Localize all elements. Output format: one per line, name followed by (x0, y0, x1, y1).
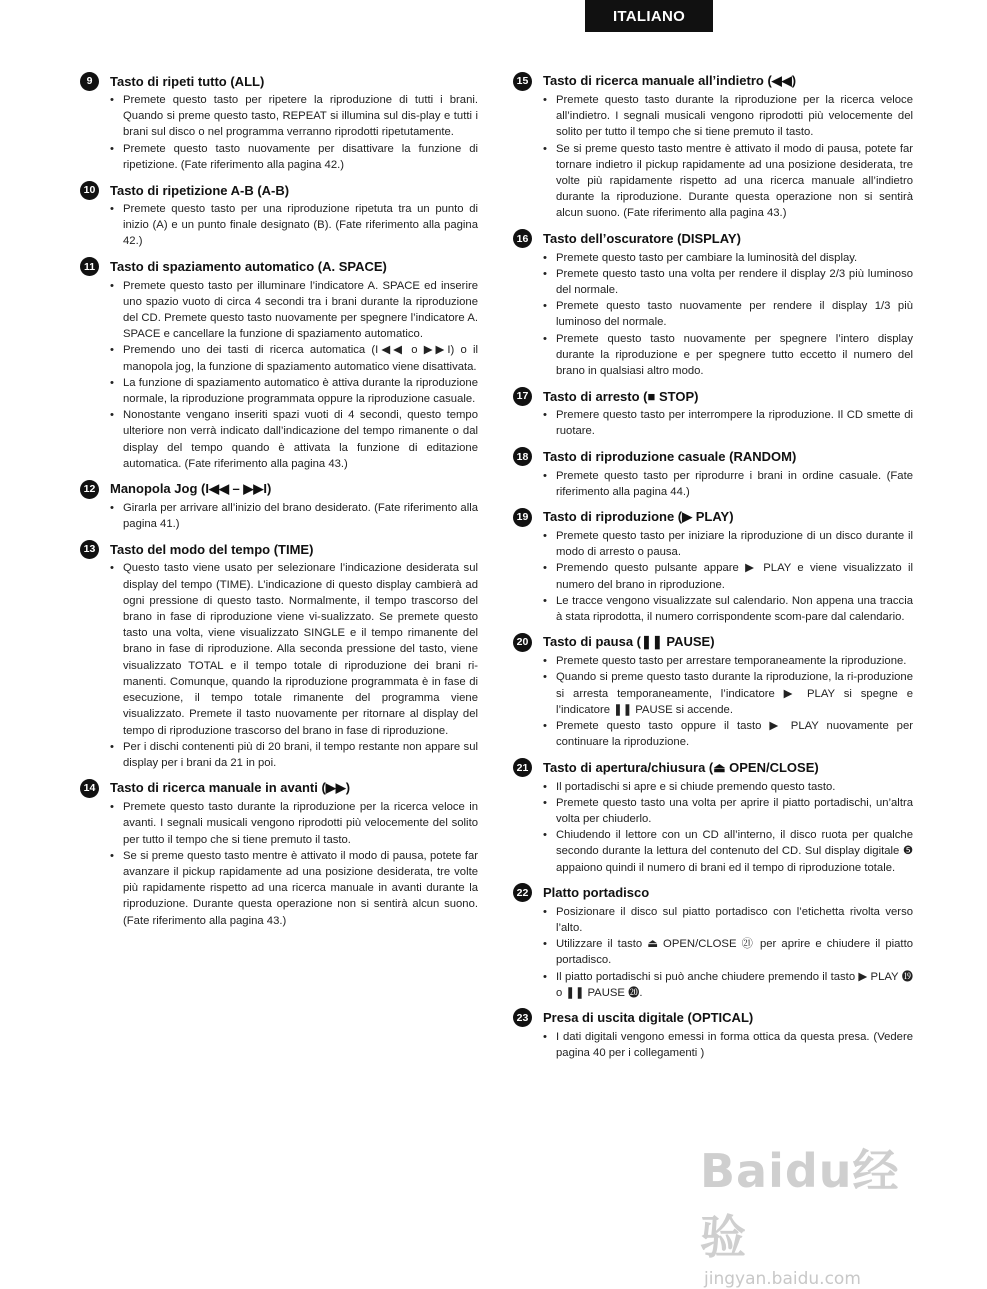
section-12 (80, 478, 478, 532)
section-title: Tasto di ripetizione A-B (A-B) (110, 182, 290, 198)
section-number-badge: 9 (80, 72, 99, 91)
bullet-item: • Premete questo tasto per cambiare la luminosità del display. (542, 250, 913, 266)
bullet-list (80, 278, 478, 472)
section-17 (513, 385, 913, 439)
section-number-badge: 18 (513, 447, 532, 466)
section-number-badge: 21 (513, 758, 532, 777)
bullet-list (80, 560, 478, 771)
bullet-item: • Premete questo tasto nuovamente per rendere il display 1/3 più luminoso del normale. (542, 298, 913, 330)
section-title: Presa di uscita digitale (OPTICAL) (543, 1010, 754, 1026)
bullet-list (513, 468, 913, 500)
section-22 (513, 882, 913, 1001)
bullet-item: • Premete questo tasto oppure il tasto ▶ PLAY nuovamente per continuare la riproduzione. (542, 718, 913, 750)
section-header (80, 478, 478, 500)
bullet-item: • Premete questo tasto nuovamente per disattivare la funzione di ripetizione. (Fate riferimento alla pagina 42.) (109, 141, 478, 173)
section-title: Platto portadisco (543, 885, 650, 901)
section-number-badge: 20 (513, 633, 532, 652)
section-header (80, 777, 478, 799)
bullet-item: • Premete questo tasto per arrestare temporaneamente la riproduzione. (542, 653, 913, 669)
section-10 (80, 179, 478, 250)
section-23 (513, 1007, 913, 1061)
section-header (513, 1007, 913, 1029)
section-title: Tasto di spaziamento automatico (A. SPACE) (110, 259, 387, 275)
section-title: Tasto del modo del tempo (TIME) (110, 541, 314, 557)
section-number-badge: 17 (513, 387, 532, 406)
bullet-item: • Premere questo tasto per interrompere la riproduzione. Il CD smette di ruotare. (542, 407, 913, 439)
section-header (80, 538, 478, 560)
section-title: Tasto di ricerca manuale all’indietro (◀◀) (543, 73, 797, 88)
section-title: Tasto di ricerca manuale in avanti (▶▶) (110, 780, 351, 796)
bullet-item: • Premendo uno dei tasti di ricerca automatica (I◀◀ o ▶▶I) o il manopola jog, la funzione di spaziamento automatico viene disattivata. (109, 342, 478, 374)
section-21 (513, 757, 913, 876)
section-header (513, 882, 913, 904)
bullet-list (80, 799, 478, 929)
section-number-badge: 14 (80, 779, 99, 798)
bullet-list (513, 779, 913, 876)
section-header (513, 631, 913, 653)
bullet-item: • Premendo questo pulsante appare ▶ PLAY e viene visualizzato il numero del brano in riproduzione. (542, 560, 913, 592)
section-header (513, 506, 913, 528)
section-13 (80, 538, 478, 771)
section-header (513, 228, 913, 250)
bullet-item: • La funzione di spaziamento automatico è attiva durante la riproduzione normale, la riproduzione programmata oppure la riproduzione casuale. (109, 375, 478, 407)
section-number-badge: 11 (80, 257, 99, 276)
bullet-item: • Il piatto portadischi si può anche chiudere premendo il tasto ▶ PLAY ⓳ o ❚❚ PAUSE ⓴. (542, 969, 913, 1001)
bullet-item: • Se si preme questo tasto mentre è attivato il modo di pausa, potete far tornare indietro il pickup rapidamente ad una posizione desiderata, tre volte più rapidamente rispetto ad una ricerca manuale all’indietro durante la riproduzione. Durante questa operazione non si sentirà alcun suono. (Fate riferimento alla pagina 43.) (542, 141, 913, 222)
section-number-badge: 22 (513, 883, 532, 902)
section-title: Tasto di riproduzione (▶ PLAY) (543, 509, 734, 525)
baidu-watermark (700, 1135, 940, 1289)
section-title: Tasto di pausa (❚❚ PAUSE) (543, 634, 715, 650)
section-number-badge: 19 (513, 508, 532, 527)
bullet-item: • Premete questo tasto nuovamente per spegnere l’intero display durante la riproduzione e per spegnere tutto eccetto il numero del brano in qualsiasi altro modo. (542, 331, 913, 380)
section-16 (513, 228, 913, 380)
bullet-list (513, 528, 913, 625)
section-number-badge: 23 (513, 1008, 532, 1027)
bullet-item: • Utilizzare il tasto ⏏ OPEN/CLOSE ㉑ per aprire e chiudere il piatto portadisco. (542, 936, 913, 968)
section-title: Tasto di ripeti tutto (ALL) (110, 73, 265, 89)
watermark-url: jingyan.baidu.com (704, 1269, 861, 1289)
bullet-item: • Girarla per arrivare all’inizio del brano desiderato. (Fate riferimento alla pagina 41.) (109, 500, 478, 532)
section-title: Manopola Jog (I◀◀ – ▶▶I) (110, 481, 272, 497)
section-number-badge: 10 (80, 181, 99, 200)
left-column (80, 70, 478, 935)
section-11 (80, 256, 478, 472)
bullet-item: • Posizionare il disco sul piatto portadisco con l’etichetta rivolta verso l’alto. (542, 904, 913, 936)
section-14 (80, 777, 478, 929)
bullet-item: • Premete questo tasto per ripetere la riproduzione di tutti i brani. Quando si preme questo tasto, REPEAT si illumina sul dis-play e tutti i brani sul disco o nel programma verranno riprodotti ripetutamente. (109, 92, 478, 141)
section-header (513, 385, 913, 407)
section-15 (513, 70, 913, 222)
section-19 (513, 506, 913, 625)
bullet-item: • Nonostante vengano inseriti spazi vuoti di 4 secondi, questo tempo ulteriore non verrà indicato dall’indicazione del tempo rimanente o dal display del tempo quando è attivata la funzione di editazione automatica. (Fate riferimento alla pagina 43.) (109, 407, 478, 472)
section-header (80, 256, 478, 278)
bullet-item: • Questo tasto viene usato per selezionare l’indicazione desiderata sul display del tempo (TIME). L’indicazione di questo display cambierà ad ogni pressione di questo tasto. Normalmente, il tempo trascorso del brano in fase di riproduzione viene vi-sualizzato. Se premete questo tasto una volta, viene visualizzato SINGLE e il tempo rimanente del brano in fase di riproduzione. Alla seconda pressione del tasto, viene visualizzato TOTAL e il tempo totale di riproduzione dei brani ri-manenti. Comunque, quando la riproduzione programmata è in fase di esecuzione, il tempo totale rimanente del programma viene visualizzato. Premete il tasto nuovamente per ritornare al display del tempo di riproduzione trascorso del brano in fase di riproduzione. (109, 560, 478, 738)
bullet-item: • Premete questo tasto per iniziare la riproduzione di un disco durante il modo di arresto o pausa. (542, 528, 913, 560)
bullet-item: • Premete questo tasto per illuminare l’indicatore A. SPACE ed inserire uno spazio vuoto di circa 4 secondi tra i brani durante la riproduzione del CD. Premete questo tasto nuovamente per spegnere l’indicatore A. SPACE e cancellare la funzione di spaziamento automatico. (109, 278, 478, 343)
section-18 (513, 446, 913, 500)
section-header (80, 70, 478, 92)
bullet-item: • Se si preme questo tasto mentre è attivato il modo di pausa, potete far avanzare il pickup rapidamente ad una posizione desiderata, tre volte più rapidamente rispetto ad una ricerca manuale in avanti durante la riproduzione. Durante questa operazione non si sentirà alcun suono. (Fate riferimento alla pagina 43.) (109, 848, 478, 929)
section-number-badge: 16 (513, 229, 532, 248)
bullet-list (80, 500, 478, 532)
section-header (513, 446, 913, 468)
bullet-list (513, 407, 913, 439)
section-header (513, 757, 913, 779)
section-9 (80, 70, 478, 173)
bullet-list (513, 1029, 913, 1061)
bullet-list (513, 250, 913, 380)
bullet-list (513, 92, 913, 222)
section-number-badge: 15 (513, 72, 532, 91)
bullet-item: • Premete questo tasto una volta per aprire il piatto portadischi, un’altra volta per chiuderlo. (542, 795, 913, 827)
bullet-list (513, 653, 913, 750)
section-title: Tasto di riproduzione casuale (RANDOM) (543, 449, 797, 465)
bullet-item: • Chiudendo il lettore con un CD all’interno, il disco ruota per qualche secondo durante la lettura del contenuto del CD. Sul display digitale ❺ appaiono quindi il numero di brani ed il tempo di riproduzione totale. (542, 827, 913, 876)
right-column (513, 70, 913, 1067)
section-number-badge: 12 (80, 480, 99, 499)
bullet-item: • Premete questo tasto per riprodurre i brani in ordine casuale. (Fate riferimento alla pagina 44.) (542, 468, 913, 500)
bullet-item: • I dati digitali vengono emessi in forma ottica da questa presa. (Vedere pagina 40 per i collegamenti ) (542, 1029, 913, 1061)
bullet-item: • Le tracce vengono visualizzate sul calendario. Non appena una traccia à stata riprodotta, il numero corrispondente scom-pare dal calendario. (542, 593, 913, 625)
language-tab (585, 0, 713, 32)
bullet-item: • Quando si preme questo tasto durante la riproduzione, la ri-produzione si arresta temporaneamente, l’indicatore ▶ PLAY si spegne e l’indicatore ❚❚ PAUSE si accende. (542, 669, 913, 718)
bullet-list (80, 92, 478, 173)
bullet-list (80, 201, 478, 250)
bullet-item: • Il portadischi si apre e si chiude premendo questo tasto. (542, 779, 913, 795)
section-header (513, 70, 913, 92)
section-title: Tasto dell’oscuratore (DISPLAY) (543, 231, 741, 247)
language-label: ITALIANO (612, 7, 686, 25)
bullet-item: • Premete questo tasto durante la riproduzione per la ricerca veloce all’indietro. I segnali musicali vengono riprodotti più velocemente del solito per tutto il tempo che si tiene premuto il tasto. (542, 92, 913, 141)
section-title: Tasto di apertura/chiusura (⏏ OPEN/CLOSE) (543, 759, 819, 775)
section-20 (513, 631, 913, 750)
section-title: Tasto di arresto (■ STOP) (543, 388, 699, 404)
section-header (80, 179, 478, 201)
bullet-item: • Premete questo tasto per una riproduzione ripetuta tra un punto di inizio (A) e un punto finale designato (B). (Fate riferimento alla pagina 42.) (109, 201, 478, 250)
bullet-list (513, 904, 913, 1001)
section-number-badge: 13 (80, 540, 99, 559)
watermark-logo: Baidu经验 (700, 1144, 900, 1264)
bullet-item: • Per i dischi contenenti più di 20 brani, il tempo restante non appare sul display per i brani da 21 in poi. (109, 739, 478, 771)
bullet-item: • Premete questo tasto durante la riproduzione per la ricerca veloce in avanti. I segnali musicali vengono riprodotti più velocemente del solito per tutto il tempo che si tiene premuto il tasto. (109, 799, 478, 848)
bullet-item: • Premete questo tasto una volta per rendere il display 2/3 più luminoso del normale. (542, 266, 913, 298)
